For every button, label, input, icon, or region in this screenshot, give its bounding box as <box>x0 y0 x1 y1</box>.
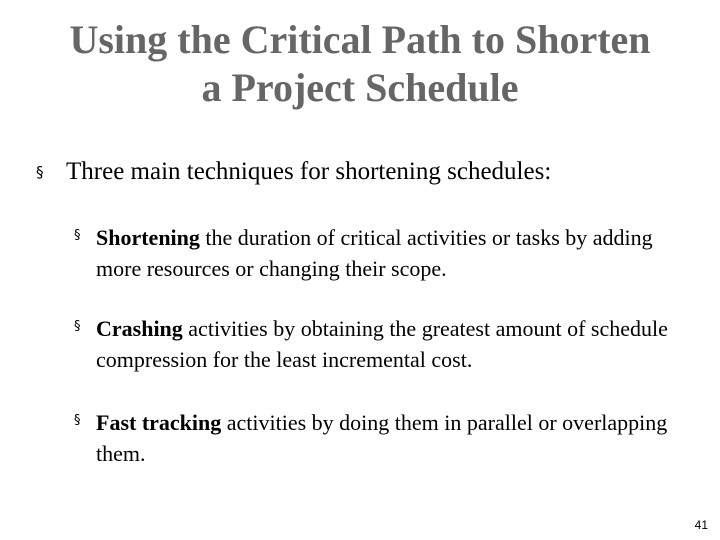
title-line-2: a Project Schedule <box>201 65 519 110</box>
sub-bullet-text: the duration of critical activities or tasks by adding more resources or changing their scope. <box>96 225 653 281</box>
bullet-marker-icon: § <box>36 163 44 181</box>
slide-title <box>0 16 720 112</box>
sub-bullet-crashing <box>74 313 694 375</box>
sub-bullet-text: activities by obtaining the greatest amount of schedule compression for the least incremental cost. <box>96 316 668 372</box>
main-bullet <box>36 156 696 188</box>
sub-bullet-shortening <box>74 222 694 284</box>
page-number: 41 <box>694 518 708 532</box>
sub-bullet-term: Shortening <box>96 225 200 250</box>
sub-bullet-term: Crashing <box>96 316 183 341</box>
sub-bullet-text: activities by doing them in parallel or overlapping them. <box>96 410 668 466</box>
main-bullet-text: Three main techniques for shortening schedules: <box>66 158 552 185</box>
bullet-marker-icon: § <box>74 319 81 334</box>
title-line-1: Using the Critical Path to Shorten <box>69 17 651 62</box>
sub-bullet-term: Fast tracking <box>96 410 222 435</box>
bullet-marker-icon: § <box>74 413 81 428</box>
sub-bullet-fast-tracking <box>74 407 694 469</box>
bullet-marker-icon: § <box>74 228 81 243</box>
